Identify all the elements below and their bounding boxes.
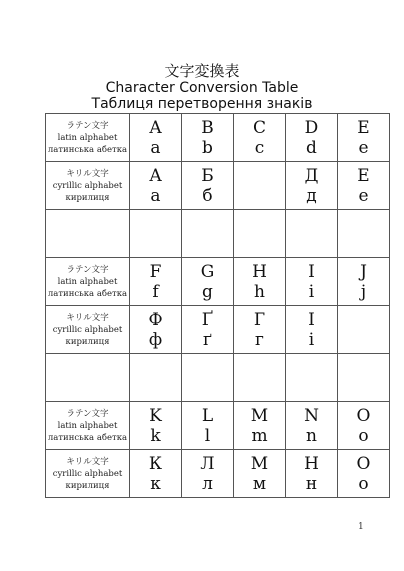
char-cell bbox=[130, 306, 182, 354]
char-cell bbox=[182, 162, 234, 210]
label-latin-ja: ラテン文字 bbox=[66, 120, 109, 131]
char-upper: Л bbox=[200, 453, 215, 474]
char-lower: f bbox=[152, 281, 159, 302]
char-upper: L bbox=[201, 405, 214, 426]
char-lower: ґ bbox=[203, 329, 212, 350]
char-upper: E bbox=[357, 117, 370, 138]
char-cell bbox=[234, 114, 286, 162]
char-lower: г bbox=[255, 329, 264, 350]
char-upper bbox=[338, 310, 389, 330]
char-cell bbox=[130, 450, 182, 498]
char-lower: b bbox=[202, 137, 213, 158]
char-upper: O bbox=[356, 405, 371, 426]
label-latin-uk: латинська абетка bbox=[47, 144, 128, 155]
char-upper: Г bbox=[253, 309, 266, 330]
table-row-latin bbox=[46, 258, 390, 306]
char-cell bbox=[338, 306, 390, 354]
row-label-latin bbox=[46, 258, 130, 306]
empty-cell bbox=[286, 210, 338, 258]
char-cell bbox=[286, 402, 338, 450]
label-cyrillic-ja: キリル文字 bbox=[66, 456, 109, 467]
char-upper: D bbox=[304, 117, 319, 138]
char-lower: л bbox=[202, 473, 213, 494]
char-lower: i bbox=[308, 281, 315, 302]
empty-cell bbox=[286, 354, 338, 402]
char-upper: B bbox=[201, 117, 214, 138]
char-lower: і bbox=[308, 329, 315, 350]
label-cyrillic-en: cyrillic alphabet bbox=[52, 468, 123, 479]
conversion-table bbox=[45, 113, 390, 498]
char-lower: а bbox=[150, 185, 161, 206]
char-cell bbox=[182, 450, 234, 498]
empty-cell bbox=[182, 210, 234, 258]
char-lower: h bbox=[254, 281, 265, 302]
page-number: 1 bbox=[358, 522, 364, 532]
char-upper: Е bbox=[357, 165, 370, 186]
char-upper: Д bbox=[304, 165, 319, 186]
char-cell bbox=[338, 114, 390, 162]
char-lower: l bbox=[204, 425, 211, 446]
empty-cell bbox=[46, 210, 130, 258]
label-latin-en: latin alphabet bbox=[57, 276, 118, 287]
label-latin-uk: латинська абетка bbox=[47, 432, 128, 443]
label-cyrillic-ja: キリル文字 bbox=[66, 168, 109, 179]
char-upper: І bbox=[308, 309, 315, 330]
char-upper: F bbox=[149, 261, 162, 282]
char-cell bbox=[130, 402, 182, 450]
table-row-latin bbox=[46, 402, 390, 450]
table-row-cyrillic bbox=[46, 450, 390, 498]
char-cell bbox=[286, 114, 338, 162]
row-label-cyrillic bbox=[46, 162, 130, 210]
char-cell bbox=[130, 258, 182, 306]
label-latin-ja: ラテン文字 bbox=[66, 264, 109, 275]
char-upper: Б bbox=[201, 165, 214, 186]
empty-cell bbox=[338, 210, 390, 258]
char-cell bbox=[234, 306, 286, 354]
char-lower bbox=[234, 186, 285, 206]
char-lower: е bbox=[358, 185, 369, 206]
char-lower: j bbox=[360, 281, 367, 302]
label-latin-en: latin alphabet bbox=[57, 420, 118, 431]
row-label-cyrillic bbox=[46, 450, 130, 498]
label-cyrillic-ja: キリル文字 bbox=[66, 312, 109, 323]
char-upper bbox=[234, 166, 285, 186]
char-cell bbox=[338, 402, 390, 450]
label-cyrillic-uk: кирилиця bbox=[65, 480, 110, 491]
label-cyrillic-uk: кирилиця bbox=[65, 336, 110, 347]
char-lower: e bbox=[358, 137, 369, 158]
char-cell bbox=[182, 258, 234, 306]
char-lower: o bbox=[358, 425, 369, 446]
title-english: Character Conversion Table bbox=[105, 80, 299, 96]
char-upper: H bbox=[252, 261, 267, 282]
char-upper: N bbox=[304, 405, 319, 426]
char-upper: G bbox=[200, 261, 215, 282]
empty-cell bbox=[234, 354, 286, 402]
char-upper: М bbox=[250, 453, 269, 474]
char-lower: о bbox=[358, 473, 369, 494]
empty-cell bbox=[130, 210, 182, 258]
char-lower: ф bbox=[148, 329, 163, 350]
char-lower: d bbox=[306, 137, 317, 158]
char-cell bbox=[338, 258, 390, 306]
title-ukrainian: Таблиця перетворення знаків bbox=[91, 96, 313, 112]
char-cell bbox=[338, 450, 390, 498]
empty-cell bbox=[182, 354, 234, 402]
label-latin-uk: латинська абетка bbox=[47, 288, 128, 299]
char-cell bbox=[182, 114, 234, 162]
table-row-latin bbox=[46, 114, 390, 162]
char-upper: M bbox=[250, 405, 269, 426]
char-upper: О bbox=[356, 453, 371, 474]
char-lower: g bbox=[202, 281, 213, 302]
char-upper: Н bbox=[304, 453, 319, 474]
char-upper: J bbox=[360, 261, 367, 282]
char-upper: C bbox=[252, 117, 266, 138]
char-upper: Ґ bbox=[201, 309, 214, 330]
char-cell bbox=[286, 306, 338, 354]
char-cell bbox=[338, 162, 390, 210]
char-upper: I bbox=[308, 261, 315, 282]
char-cell bbox=[182, 306, 234, 354]
table-row-cyrillic bbox=[46, 162, 390, 210]
char-cell bbox=[234, 258, 286, 306]
empty-cell bbox=[46, 354, 130, 402]
row-label-cyrillic bbox=[46, 306, 130, 354]
char-cell bbox=[286, 162, 338, 210]
empty-cell bbox=[338, 354, 390, 402]
label-latin-en: latin alphabet bbox=[57, 132, 118, 143]
char-cell bbox=[286, 450, 338, 498]
char-lower: k bbox=[150, 425, 161, 446]
char-lower: c bbox=[254, 137, 265, 158]
empty-cell bbox=[234, 210, 286, 258]
title-japanese: 文字変換表 bbox=[164, 62, 240, 80]
char-upper: K bbox=[149, 405, 162, 426]
char-upper: К bbox=[148, 453, 163, 474]
empty-cell bbox=[130, 354, 182, 402]
char-upper: Ф bbox=[148, 309, 163, 330]
char-cell bbox=[182, 402, 234, 450]
char-cell bbox=[234, 450, 286, 498]
char-cell bbox=[286, 258, 338, 306]
char-cell bbox=[130, 114, 182, 162]
char-lower bbox=[338, 330, 389, 350]
char-cell bbox=[234, 402, 286, 450]
char-lower: m bbox=[251, 425, 268, 446]
row-label-latin bbox=[46, 114, 130, 162]
label-cyrillic-uk: кирилиця bbox=[65, 192, 110, 203]
char-lower: б bbox=[202, 185, 213, 206]
char-lower: н bbox=[305, 473, 318, 494]
label-cyrillic-en: cyrillic alphabet bbox=[52, 324, 123, 335]
row-label-latin bbox=[46, 402, 130, 450]
label-latin-ja: ラテン文字 bbox=[66, 408, 109, 419]
char-lower: к bbox=[150, 473, 161, 494]
char-lower: д bbox=[306, 185, 317, 206]
char-upper: А bbox=[149, 165, 162, 186]
char-lower: a bbox=[150, 137, 161, 158]
char-lower: n bbox=[306, 425, 317, 446]
char-cell bbox=[234, 162, 286, 210]
char-upper: A bbox=[149, 117, 162, 138]
label-cyrillic-en: cyrillic alphabet bbox=[52, 180, 123, 191]
spacer-row bbox=[46, 210, 390, 258]
char-lower: м bbox=[252, 473, 267, 494]
spacer-row bbox=[46, 354, 390, 402]
table-row-cyrillic bbox=[46, 306, 390, 354]
char-cell bbox=[130, 162, 182, 210]
